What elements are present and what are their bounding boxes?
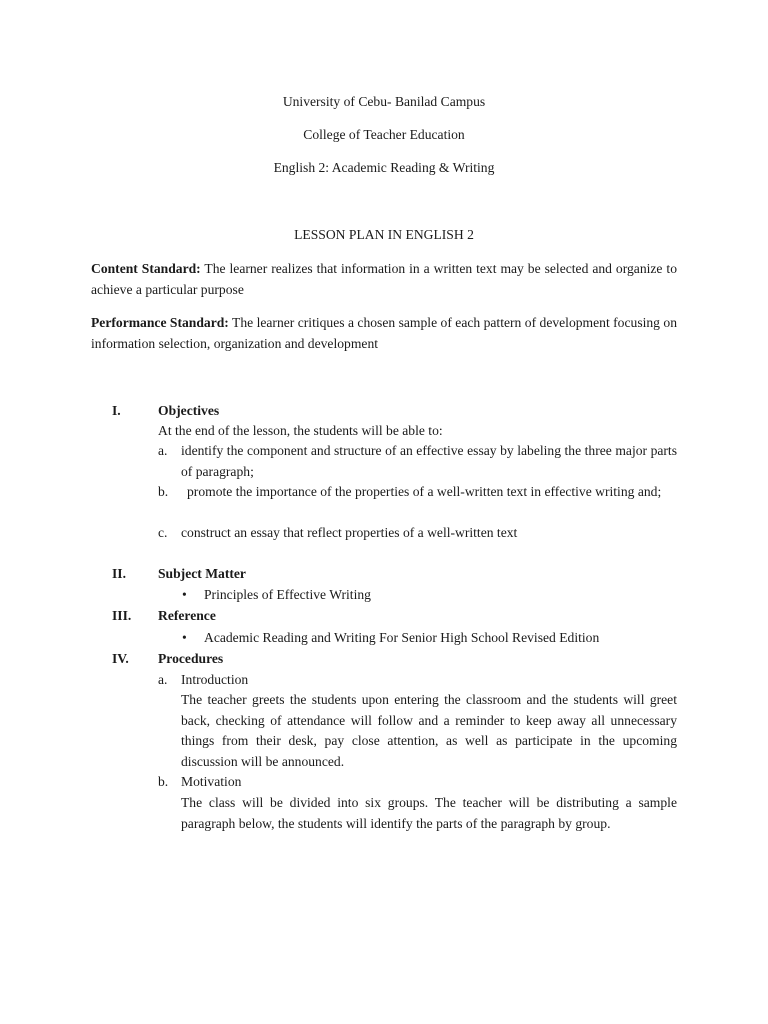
procedure-label: Introduction xyxy=(181,672,249,687)
objective-item: construct an essay that reflect properties of a well-written text xyxy=(181,525,518,540)
procedure-letter: a. xyxy=(158,672,168,687)
bullet-icon: • xyxy=(182,630,187,645)
procedure-text: The class will be divided into six groups. The teacher will be distributing a sample paragraph below, the students will identify the parts of the paragraph by group. xyxy=(181,795,677,831)
section-heading-subject-matter: Subject Matter xyxy=(158,566,246,581)
section-numeral-reference: III. xyxy=(112,608,132,623)
objective-letter: b. xyxy=(158,484,169,499)
college-name: College of Teacher Education xyxy=(303,127,465,142)
performance-standard-label: Performance Standard: xyxy=(91,315,229,330)
subject-matter-item: Principles of Effective Writing xyxy=(204,587,371,602)
objective-letter: c. xyxy=(158,525,168,540)
procedure-label: Motivation xyxy=(181,774,242,789)
section-heading-procedures: Procedures xyxy=(158,651,224,666)
objective-item: promote the importance of the properties of a well-written text in effective writing and; xyxy=(187,484,662,499)
performance-standard-text: The learner critiques a chosen sample of each pattern of development focusing on information selection, organization and development xyxy=(91,315,677,351)
content-standard-text: The learner realizes that information in a written text may be selected and organize to achieve a particular purpose xyxy=(91,261,677,297)
course-name: English 2: Academic Reading & Writing xyxy=(273,160,495,175)
section-heading-objectives: Objectives xyxy=(158,403,220,418)
procedure-letter: b. xyxy=(158,774,169,789)
section-numeral-procedures: IV. xyxy=(112,651,129,666)
objective-letter: a. xyxy=(158,443,168,458)
content-standard xyxy=(91,259,677,300)
content-standard-label: Content Standard: xyxy=(91,261,201,276)
procedure-text: The teacher greets the students upon entering the classroom and the students will greet back, checking of attendance will follow and a reminder to keep away all unnecessary things from their desk, pay close attention, as well as participate in the upcoming discussion will be announced. xyxy=(181,692,677,769)
university-name: University of Cebu- Banilad Campus xyxy=(282,94,486,109)
section-numeral-subject-matter: II. xyxy=(112,566,126,581)
section-numeral-objectives: I. xyxy=(112,403,121,418)
performance-standard xyxy=(91,313,677,354)
objective-item: identify the component and structure of an effective essay by labeling the three major parts of paragraph; xyxy=(181,443,677,479)
lesson-plan-title: LESSON PLAN IN ENGLISH 2 xyxy=(294,227,474,242)
reference-item: Academic Reading and Writing For Senior High School Revised Edition xyxy=(204,630,600,645)
bullet-icon: • xyxy=(182,587,187,602)
section-heading-reference: Reference xyxy=(158,608,216,623)
objectives-intro: At the end of the lesson, the students will be able to: xyxy=(158,423,443,438)
